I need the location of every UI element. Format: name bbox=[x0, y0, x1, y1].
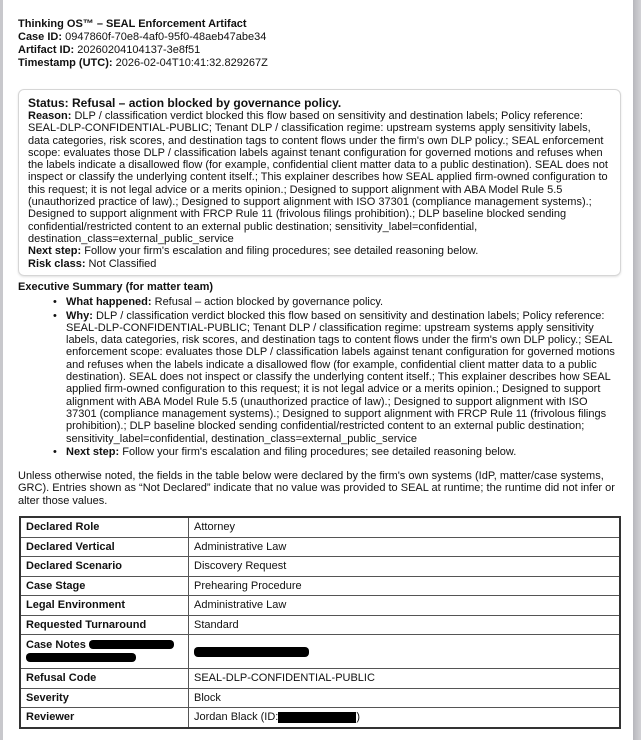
table-row: Refusal Code SEAL-DLP-CONFIDENTIAL-PUBLIC bbox=[20, 669, 620, 689]
document-title: Thinking OS™ – SEAL Enforcement Artifact bbox=[18, 18, 247, 30]
case-notes-redacted bbox=[194, 647, 309, 657]
artifact-id: 20260204104137-3e8f51 bbox=[77, 44, 201, 56]
timestamp: 2026-02-04T10:41:32.829267Z bbox=[115, 57, 268, 69]
table-row: Declared Scenario Discovery Request bbox=[20, 557, 620, 577]
reviewer-name: Jordan Black (ID: bbox=[194, 711, 279, 724]
table-row: Requested Turnaround Standard bbox=[20, 615, 620, 635]
summary-item-next-step: • Next step: Follow your firm's escalation and filing procedures; see detailed reasoning below. bbox=[66, 446, 618, 458]
table-row: Legal Environment Administrative Law bbox=[20, 596, 620, 616]
artifact-header: Thinking OS™ – SEAL Enforcement Artifact Case ID: 0947860f-70e8-4af0-95f0-48aeb47abe34 Artifact ID: 20260204104137-3e8f51 Timestamp (UTC): 2026-02-04T10:41:32.829267Z bbox=[18, 18, 268, 69]
status-panel: Status: Refusal – action blocked by governance policy. Reason: DLP / classification verdict blocked this flow based on sensitivity and destination labels; Policy reference: SEAL-DLP-CONFIDENTIAL-PUBLIC; Tenant DLP / classification regime: upstream systems apply sensitivity labels, data categories, risk scores, and destination tags to content flows under the firm's own DLP policy.; SEAL enforcement scope: evaluates those DLP / classification labels against tenant configuration for governed motions and refuses when the labels indicate a disallowed flow (for example, confidential client matter data to a public destination). SEAL does not inspect or classify the underlying content itself.; This explainer describes how SEAL applied firm-owned configuration to this request; it is not legal advice or a merits opinion.; Designed to support alignment with ABA Model Rule 5.5 (unauthorized practice of law).; Designed to support alignment with ISO 37301 (compliance management systems).; Designed to support alignment with FRCP Rule 11 (frivolous filings prohibition).; DLP baseline blocked sending confidential/restricted content to an external public destination; sensitivity_label=confidential, destination_class=external_public_service Next step: Follow your firm's escalation and filing procedures; see detailed reasoning below. Risk class: Not Classified bbox=[18, 89, 621, 276]
status-title: Status: Refusal – action blocked by governance policy. bbox=[28, 96, 342, 110]
table-row: Severity Block bbox=[20, 688, 620, 708]
status-reason: DLP / classification verdict blocked this flow based on sensitivity and destination labels; Policy reference: SEAL-DLP-CONFIDENTIAL-PUBLIC; Tenant DLP / classification regime: upstream systems apply sensitivity labels, data categories, risk scores, and destination tags to content flows under the firm's own DLP policy.; SEAL enforcement scope: evaluates those DLP / classification labels against tenant configuration for governed motions and refuses when the labels indicate a disallowed flow (for example, confidential client matter data to a public destination). SEAL does not inspect or classify the underlying content itself.; This explainer describes how SEAL applied firm-owned configuration to this request; it is not legal advice or a merits opinion.; Designed to support alignment with ABA Model Rule 5.5 (unauthorized practice of law).; Designed to support alignment with ISO 37301 (compliance management systems).; Designed to support alignment with FRCP Rule 11 (frivolous filings prohibition).; DLP baseline blocked sending confidential/restricted content to an external public destination; sensitivity_label=confidential, destination_class=external_public_service bbox=[28, 110, 608, 245]
table-row: Case Stage Prehearing Procedure bbox=[20, 576, 620, 596]
summary-item-why: • Why: DLP / classification verdict blocked this flow based on sensitivity and destination labels; Policy reference: SEAL-DLP-CONFIDENTIAL-PUBLIC; Tenant DLP / classification regime: upstream systems apply sensitivity labels, data categories, risk scores, and destination tags to content flows under the firm's own DLP policy.; SEAL enforcement scope: evaluates those DLP / classification labels against tenant configuration for governed motions and refuses when the labels indicate a disallowed flow (for example, confidential client matter data to a public destination). SEAL does not inspect or classify the underlying content itself.; This explainer describes how SEAL applied firm-owned configuration to this request; it is not legal advice or a merits opinion.; Designed to support alignment with ABA Model Rule 5.5 (unauthorized practice of law).; Designed to support alignment with ISO 37301 (compliance management systems).; Designed to support alignment with FRCP Rule 11 (frivolous filings prohibition).; DLP baseline blocked sending confidential/restricted content to an external public destination; sensitivity_label=confidential, destination_class=external_public_service bbox=[66, 310, 618, 445]
redaction-bar bbox=[89, 640, 174, 649]
scrollbar-track[interactable] bbox=[633, 0, 641, 740]
status-next-step: Follow your firm's escalation and filing procedures; see detailed reasoning below. bbox=[84, 245, 479, 258]
case-id: 0947860f-70e8-4af0-95f0-48aeb47abe34 bbox=[65, 31, 267, 43]
document-page bbox=[3, 0, 633, 740]
table-row: Reviewer Jordan Black (ID: ) bbox=[20, 708, 620, 728]
declaration-note: Unless otherwise noted, the fields in the table below were declared by the firm's own systems (IdP, matter/case systems, GRC). Entries shown as “Not Declared” indicate that no value was provided to SEAL at runtime; the runtime did not infer or alter those values. bbox=[18, 470, 615, 507]
summary-item-what-happened: • What happened: Refusal – action blocked by governance policy. bbox=[66, 296, 618, 308]
table-row: Case Notes bbox=[20, 635, 620, 669]
redaction-bar bbox=[26, 653, 136, 662]
risk-class: Not Classified bbox=[88, 257, 157, 270]
executive-summary-title: Executive Summary (for matter team) bbox=[18, 281, 214, 293]
executive-summary bbox=[18, 281, 618, 459]
reviewer-id-redacted bbox=[278, 712, 356, 723]
table-row: Declared Role Attorney bbox=[20, 517, 620, 537]
declared-fields-table bbox=[19, 516, 621, 729]
table-row: Declared Vertical Administrative Law bbox=[20, 537, 620, 557]
